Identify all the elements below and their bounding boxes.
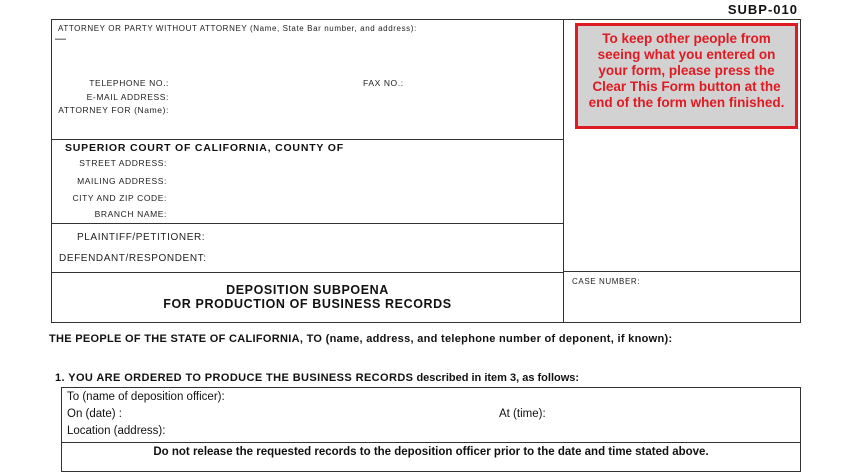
telephone-label: TELEPHONE NO.: — [89, 78, 169, 88]
attorney-for-field[interactable] — [172, 103, 552, 115]
street-field[interactable] — [172, 156, 552, 168]
defendant-field[interactable] — [210, 252, 555, 264]
privacy-notice — [575, 23, 798, 129]
time-field[interactable] — [556, 408, 788, 421]
form-id: SUBP-010 — [727, 2, 798, 17]
fax-label: FAX NO.: — [363, 78, 404, 88]
street-label: STREET ADDRESS: — [79, 158, 167, 168]
time-label: At (time): — [499, 408, 546, 420]
item1-line — [55, 372, 579, 384]
plaintiff-label: PLAINTIFF/PETITIONER: — [77, 232, 206, 243]
date-label: On (date) : — [67, 408, 122, 420]
item1-bold: 1. YOU ARE ORDERED TO PRODUCE THE BUSINESS RECORDS — [55, 372, 414, 384]
county-field[interactable] — [330, 142, 555, 154]
attorney-for-label: ATTORNEY FOR (Name): — [58, 105, 169, 115]
branch-field[interactable] — [172, 207, 552, 219]
attorney-dash: — — [55, 33, 66, 45]
mailing-field[interactable] — [172, 174, 552, 186]
plaintiff-field[interactable] — [210, 231, 555, 243]
city-zip-label: CITY AND ZIP CODE: — [72, 193, 167, 203]
attorney-header: ATTORNEY OR PARTY WITHOUT ATTORNEY (Name, State Bar number, and address): — [58, 24, 417, 33]
telephone-field[interactable] — [172, 76, 342, 88]
item1-rest: described in item 3, as follows: — [413, 372, 580, 384]
title-line-1: DEPOSITION SUBPOENA — [226, 283, 389, 297]
title-line-2: FOR PRODUCTION OF BUSINESS RECORDS — [163, 297, 452, 311]
people-line: THE PEOPLE OF THE STATE OF CALIFORNIA, TO (name, address, and telephone number of deponent, if known): — [49, 333, 673, 345]
city-zip-field[interactable] — [172, 191, 552, 203]
date-field[interactable] — [132, 408, 472, 421]
branch-label: BRANCH NAME: — [94, 209, 167, 219]
email-label: E-MAIL ADDRESS: — [86, 92, 169, 102]
court-header: SUPERIOR COURT OF CALIFORNIA, COUNTY OF — [65, 142, 344, 154]
deponent-field[interactable] — [49, 348, 799, 362]
defendant-label: DEFENDANT/RESPONDENT: — [59, 253, 207, 264]
mailing-label: MAILING ADDRESS: — [77, 176, 167, 186]
location-field[interactable] — [180, 425, 790, 438]
warning-line: Do not release the requested records to the deposition officer prior to the date and time stated above. — [153, 446, 709, 458]
case-number-field[interactable] — [572, 292, 792, 314]
attorney-name-field[interactable] — [70, 36, 550, 66]
privacy-notice-text: To keep other people from seeing what you entered on your form, please press the Clear This Form button at the end of the form when finished. — [588, 31, 785, 110]
officer-label: To (name of deposition officer): — [67, 391, 225, 403]
location-label: Location (address): — [67, 425, 166, 437]
officer-field[interactable] — [245, 391, 790, 404]
email-field[interactable] — [172, 90, 552, 102]
case-number-label: CASE NUMBER: — [572, 277, 641, 286]
fax-field[interactable] — [404, 76, 554, 88]
